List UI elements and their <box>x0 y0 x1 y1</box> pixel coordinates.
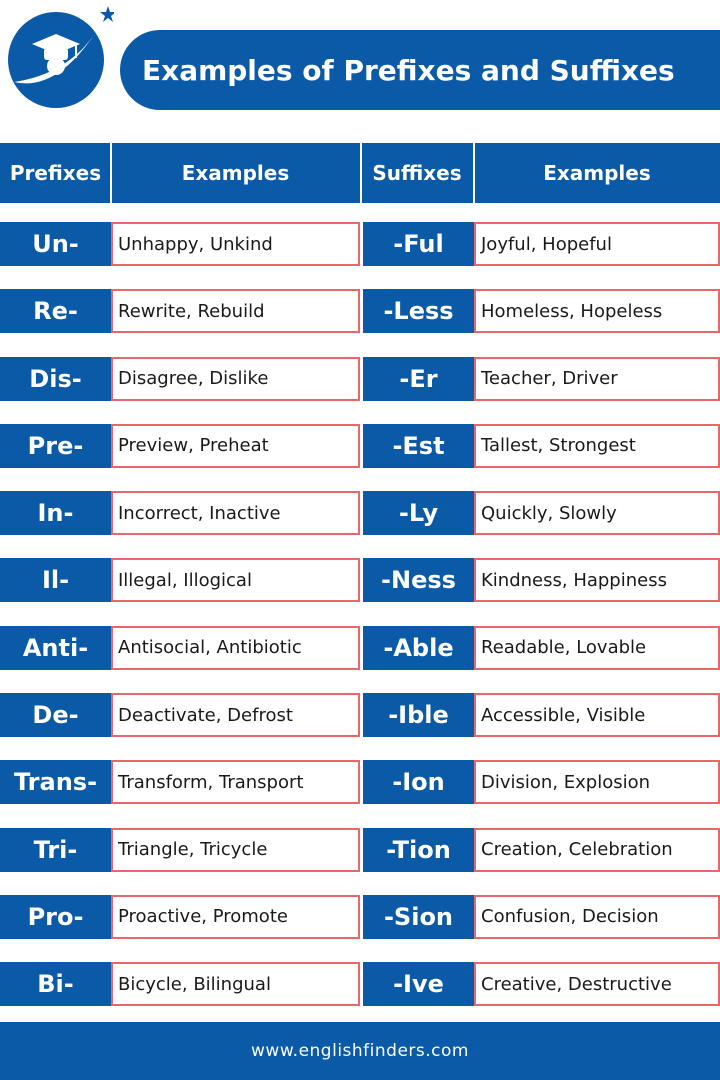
suffix-examples-cell: Creative, Destructive <box>474 962 720 1006</box>
table-row <box>0 962 720 1029</box>
suffix-examples-cell: Accessible, Visible <box>474 693 720 737</box>
table-row <box>0 895 720 962</box>
suffix-examples-cell: Confusion, Decision <box>474 895 720 939</box>
header-divider <box>110 143 112 203</box>
prefix-suffix-table <box>0 222 720 1030</box>
prefix-label: Re- <box>0 289 111 333</box>
table-row <box>0 491 720 558</box>
suffix-label: -Tion <box>363 828 474 872</box>
suffix-examples-cell: Homeless, Hopeless <box>474 289 720 333</box>
prefix-label: Pre- <box>0 424 111 468</box>
table-row <box>0 626 720 693</box>
suffix-examples-cell: Teacher, Driver <box>474 357 720 401</box>
page-title: Examples of Prefixes and Suffixes <box>142 53 675 87</box>
suffix-label: -Sion <box>363 895 474 939</box>
prefix-label: Pro- <box>0 895 111 939</box>
prefix-examples-cell: Triangle, Tricycle <box>111 828 360 872</box>
prefix-label: Un- <box>0 222 111 266</box>
header-divider <box>473 143 475 203</box>
header-prefix-examples: Examples <box>111 143 360 203</box>
prefix-examples-cell: Rewrite, Rebuild <box>111 289 360 333</box>
suffix-examples-cell: Quickly, Slowly <box>474 491 720 535</box>
suffix-examples-cell: Readable, Lovable <box>474 626 720 670</box>
suffix-examples-cell: Joyful, Hopeful <box>474 222 720 266</box>
suffix-label: -Ible <box>363 693 474 737</box>
header-prefixes: Prefixes <box>0 143 111 203</box>
table-row <box>0 760 720 827</box>
prefix-examples-cell: Proactive, Promote <box>111 895 360 939</box>
prefix-examples-cell: Incorrect, Inactive <box>111 491 360 535</box>
prefix-label: Il- <box>0 558 111 602</box>
suffix-examples-cell: Creation, Celebration <box>474 828 720 872</box>
suffix-label: -Ion <box>363 760 474 804</box>
suffix-label: -Ly <box>363 491 474 535</box>
suffix-label: -Er <box>363 357 474 401</box>
table-row <box>0 693 720 760</box>
suffix-label: -Est <box>363 424 474 468</box>
graduate-star-logo-icon <box>4 4 114 110</box>
table-row <box>0 289 720 356</box>
table-row <box>0 424 720 491</box>
prefix-examples-cell: Unhappy, Unkind <box>111 222 360 266</box>
prefix-examples-cell: Illegal, Illogical <box>111 558 360 602</box>
prefix-examples-cell: Preview, Preheat <box>111 424 360 468</box>
header-suffixes: Suffixes <box>360 143 474 203</box>
prefix-label: Trans- <box>0 760 111 804</box>
suffix-label: -Able <box>363 626 474 670</box>
suffix-examples-cell: Division, Explosion <box>474 760 720 804</box>
prefix-examples-cell: Antisocial, Antibiotic <box>111 626 360 670</box>
prefix-label: In- <box>0 491 111 535</box>
prefix-label: Anti- <box>0 626 111 670</box>
footer-website: www.englishfinders.com <box>0 1022 720 1080</box>
header-suffix-examples: Examples <box>474 143 720 203</box>
prefix-examples-cell: Deactivate, Defrost <box>111 693 360 737</box>
suffix-label: -Ive <box>363 962 474 1006</box>
table-row <box>0 558 720 625</box>
prefix-label: De- <box>0 693 111 737</box>
suffix-label: -Ful <box>363 222 474 266</box>
suffix-label: -Ness <box>363 558 474 602</box>
prefix-examples-cell: Bicycle, Bilingual <box>111 962 360 1006</box>
header-divider <box>360 143 362 203</box>
table-row <box>0 357 720 424</box>
suffix-label: -Less <box>363 289 474 333</box>
prefix-label: Tri- <box>0 828 111 872</box>
table-row <box>0 828 720 895</box>
table-row <box>0 222 720 289</box>
prefix-examples-cell: Transform, Transport <box>111 760 360 804</box>
suffix-examples-cell: Tallest, Strongest <box>474 424 720 468</box>
suffix-examples-cell: Kindness, Happiness <box>474 558 720 602</box>
prefix-label: Bi- <box>0 962 111 1006</box>
prefix-label: Dis- <box>0 357 111 401</box>
prefix-examples-cell: Disagree, Dislike <box>111 357 360 401</box>
